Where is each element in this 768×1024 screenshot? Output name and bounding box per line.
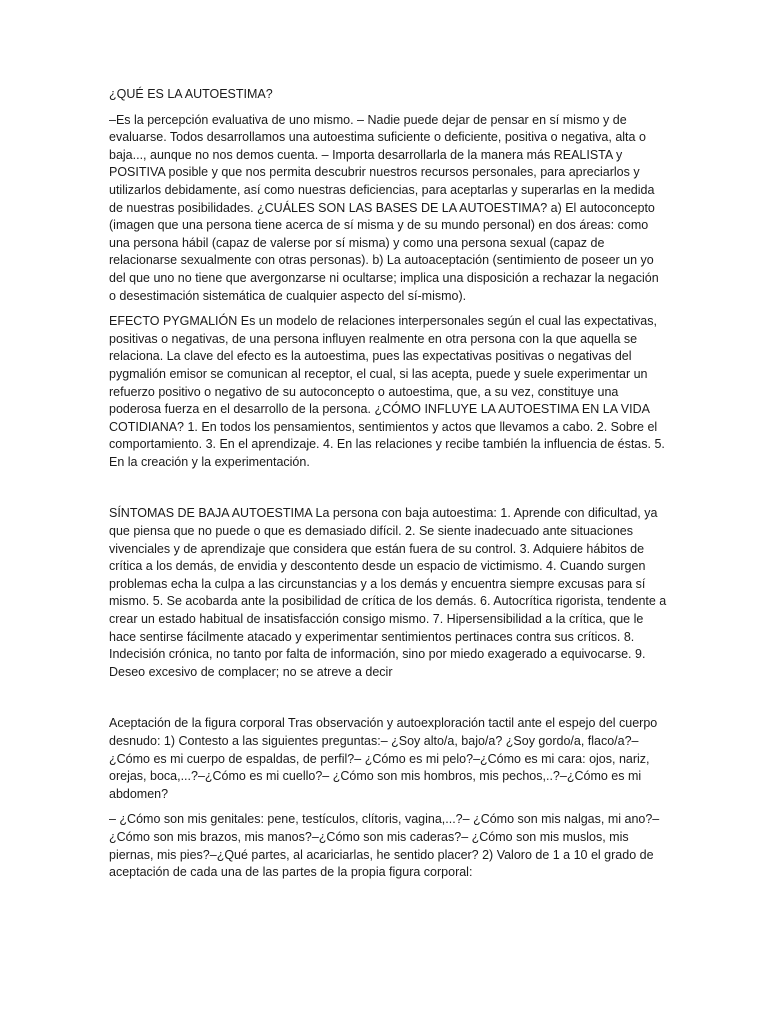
paragraph-body-questions: – ¿Cómo son mis genitales: pene, testículos, clítoris, vagina,...?– ¿Cómo son mis nalgas, mi ano?–¿Cómo son mis brazos, mis manos?–¿Cómo son mis caderas?– ¿Cómo son mis muslos, mis piernas, mis pies?–¿Qué partes, al acariciarlas, he sentido placer? 2) Valoro de 1 a 10 el grado de aceptación de cada una de las partes de la propia figura corporal: [109,812,660,880]
paragraph-pygmalion: EFECTO PYGMALIÓN Es un modelo de relaciones interpersonales según el cual las expectativas, positivas o negativas, de una persona influyen realmente en otra persona con la que aquella se relaciona. La clave del efecto es la autoestima, pues las expectativas positivas o negativas del pygmalión emisor se comunican al receptor, el cual, si las acepta, puede y suele experimentar un refuerzo positivo o negativo de su autoconcepto o autoestima, que, a su vez, constituye una poderosa fuerza en el desarrollo de la persona. ¿CÓMO INFLUYE LA AUTOESTIMA EN LA VIDA COTIDIANA? 1. En todos los pensamientos, sentimientos y actos que llevamos a cabo. 2. Sobre el comportamiento. 3. En el aprendizaje. 4. En las relaciones y recibe también la influencia de éstas. 5. En la creación y la experimentación. [109,314,665,469]
document-title: ¿QUÉ ES LA AUTOESTIMA? [109,87,273,101]
paragraph-symptoms: SÍNTOMAS DE BAJA AUTOESTIMA La persona con baja autoestima: 1. Aprende con dificultad, ya que piensa que no puede o que es demasiado difícil. 2. Se siente inadecuado ante situaciones vivenciales y de aprendizaje que considera que están fuera de su control. 3. Adquiere hábitos de crítica a los demás, de envidia y descontento desde un espacio de victimismo. 4. Cuando surgen problemas echa la culpa a las circunstancias y a los demás y encuentra siempre excusas para sí mismo. 5. Se acobarda ante la posibilidad de crítica de los demás. 6. Autocrítica rigorista, tendente a crear un estado habitual de insatisfacción consigo mismo. 7. Hipersensibilidad a la crítica, que le hace sentirse fácilmente atacado y experimentar sentimientos pertinaces contra sus críticos. 8. Indecisión crónica, no tanto por falta de información, sino por miedo exagerado a equivocarse. 9. Deseo excesivo de complacer; no se atreve a decir [109,506,667,679]
section-gap [109,479,669,505]
document-page [109,86,669,890]
section-gap [109,689,669,715]
paragraph-body-acceptance: Aceptación de la figura corporal Tras observación y autoexploración tactil ante el espejo del cuerpo desnudo: 1) Contesto a las siguientes preguntas:– ¿Soy alto/a, bajo/a? ¿Soy gordo/a, flaco/a?–¿Cómo es mi cuerpo de espaldas, de perfil?– ¿Cómo es mi pelo?–¿Cómo es mi cara: ojos, nariz, orejas, boca,...?–¿Cómo es mi cuello?– ¿Cómo son mis hombros, mis pechos,..?–¿Cómo es mi abdomen? [109,716,658,801]
paragraph-definition: –Es la percepción evaluativa de uno mismo. – Nadie puede dejar de pensar en sí mismo y de evaluarse. Todos desarrollamos una autoestima suficiente o deficiente, positiva o negativa, alta o baja..., aunque no nos demos cuenta. – Importa desarrollarla de la manera más REALISTA y POSITIVA posible y que nos permita descubrir nuestros recursos personales, para apreciarlos y utilizarlos debidamente, así como nuestras deficiencias, para aceptarlas y superarlas en la medida de nuestras posibilidades. ¿CUÁLES SON LAS BASES DE LA AUTOESTIMA? a) El autoconcepto (imagen que una persona tiene acerca de sí misma y de su mundo personal) en dos áreas: como una persona hábil (capaz de valerse por sí misma) y como una persona sexual (capaz de relacionarse sexualmente con otras personas). b) La autoaceptación (sentimiento de poseer un yo del que uno no tiene que avergonzarse ni ocultarse; implica una disposición a rechazar la negación o desestimación sistemática de cualquier aspecto del sí-mismo). [109,112,659,303]
